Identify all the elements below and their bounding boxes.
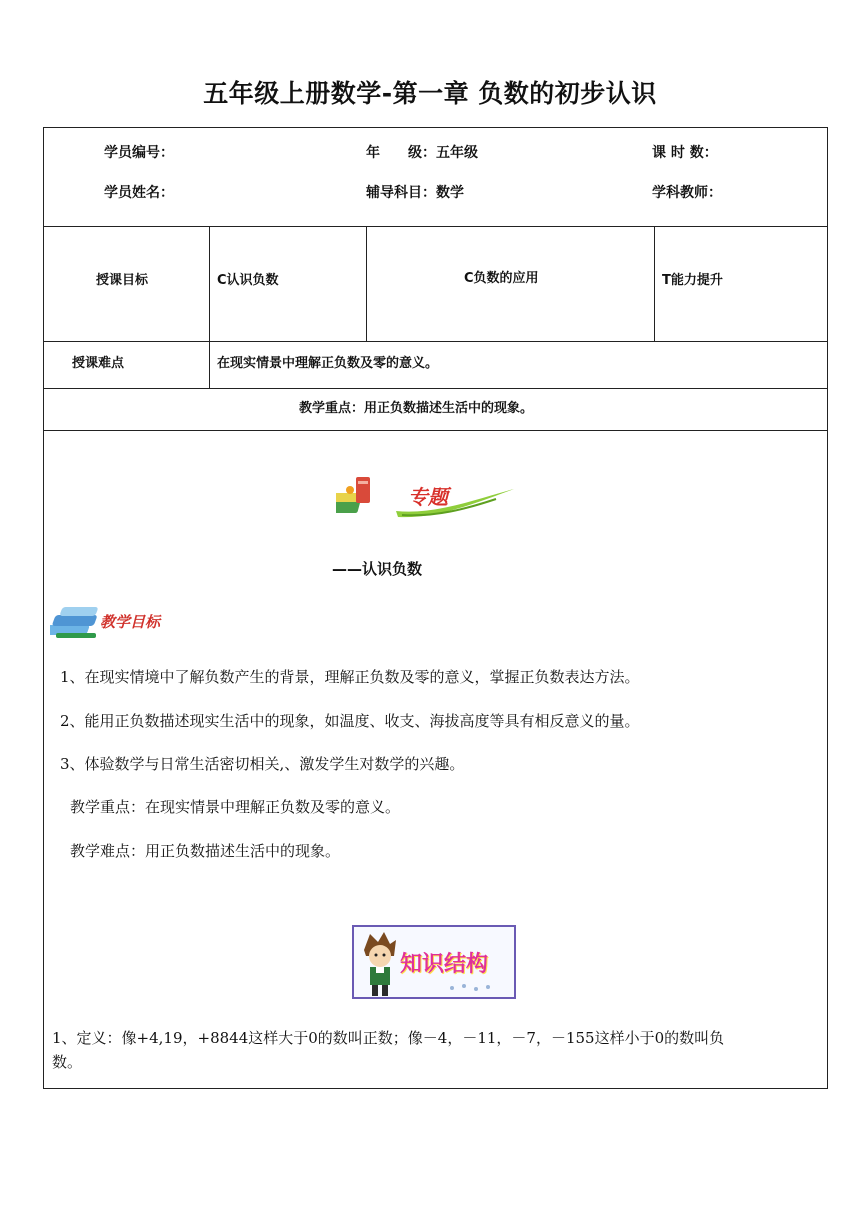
subject-value: 数学 (436, 185, 464, 201)
objectives-label: 授课目标 (96, 273, 149, 288)
objective-t1: T能力提升 (662, 273, 723, 288)
grade-value: 五年级 (436, 145, 478, 161)
teacher-label: 学科教师： (652, 185, 722, 201)
grade-field (366, 142, 478, 162)
col-divider (366, 226, 367, 341)
difficulty-label: 授课难点 (72, 356, 125, 371)
document-title: 五年级上册数学-第一章 负数的初步认识 (203, 79, 657, 108)
student-name-label: 学员姓名： (104, 185, 174, 201)
goals-banner-text: 教学目标 (100, 613, 161, 631)
grade-label: 年 级： (366, 145, 436, 161)
definition-line-1: 1、定义：像+4,19，+8844这样大于0的数叫正数；像－4，－11，－7，－155这样小于0的数叫负 (52, 1029, 725, 1047)
goals-banner (50, 603, 190, 641)
goal-item-2: 2、能用正负数描述现实生活中的现象，如温度、收支、海拔高度等具有相反意义的量。 (60, 712, 640, 730)
objective-c1: C认识负数 (217, 273, 279, 288)
teaching-difficulty: 教学难点：用正负数描述生活中的现象。 (70, 842, 341, 860)
difficulty-value: 在现实情景中理解正负数及零的意义。 (217, 356, 439, 371)
student-character-icon (356, 928, 402, 998)
objective-c2: C负数的应用 (464, 271, 539, 286)
teaching-focus: 教学重点：在现实情景中理解正负数及零的意义。 (70, 798, 401, 816)
goal-item-3: 3、体验数学与日常生活密切相关,、激发学生对数学的兴趣。 (60, 755, 465, 773)
goal-item-1: 1、在现实情境中了解负数产生的背景，理解正负数及零的意义，掌握正负数表达方法。 (60, 668, 640, 686)
decorative-dots-icon (446, 981, 506, 995)
row-divider (44, 341, 827, 342)
row-divider (44, 226, 827, 227)
key-point: 教学重点：用正负数描述生活中的现象。 (299, 401, 534, 416)
col-divider (654, 226, 655, 341)
topic-subtitle: ——认识负数 (332, 560, 423, 578)
hours-label: 课 时 数： (652, 145, 718, 161)
topic-banner (336, 473, 516, 523)
knowledge-banner (352, 925, 516, 999)
col-divider (209, 226, 210, 388)
subject-label: 辅导科目： (366, 185, 436, 201)
lesson-table (43, 127, 828, 1089)
row-divider (44, 430, 827, 431)
subject-field (366, 182, 464, 202)
student-id-label: 学员编号： (104, 145, 174, 161)
definition-line-2: 数。 (52, 1053, 83, 1071)
topic-banner-text: 专题 (408, 485, 448, 509)
row-divider (44, 388, 827, 389)
knowledge-banner-text: 知识结构 (400, 952, 489, 977)
